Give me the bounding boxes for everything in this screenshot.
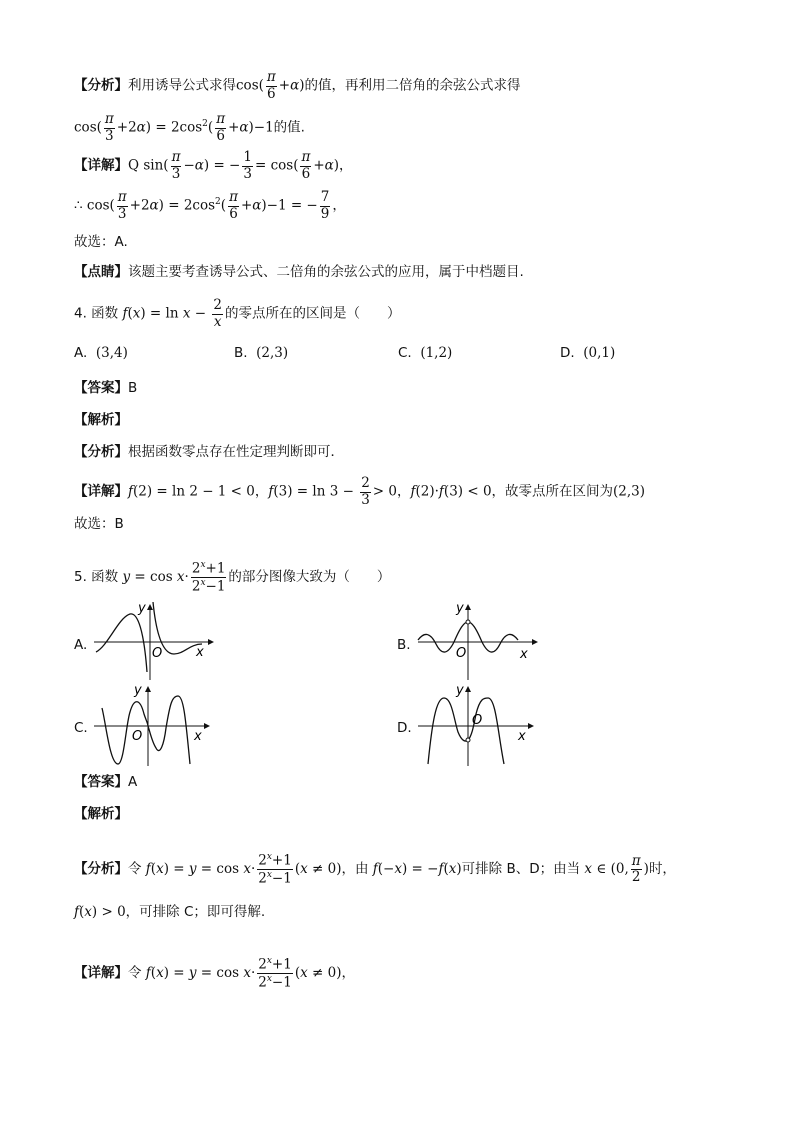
svg-text:x: x: [520, 647, 528, 662]
svg-text:O: O: [132, 729, 143, 744]
y-axis-label: y: [138, 602, 146, 616]
q4-option-a[interactable]: A. (3,4): [74, 345, 128, 361]
q4-option-b[interactable]: B. (2,3): [234, 345, 289, 361]
q5-option-d[interactable]: D.: [397, 720, 412, 736]
graph-c[interactable]: [90, 684, 220, 768]
q4-fenxi: 【分析】根据函数零点存在性定理判断即可．: [74, 444, 344, 460]
q5-fenxi: 【分析】令 f(x) = y = cos x· $\frac{2^x+1}{2^x-1}$ (x ≠ 0)，由 f(−x) = −f(x)可排除 B、D；由当 x ∈ (0, $\frac{\pi}{2}$ )时，: [74, 852, 676, 887]
q4-jiexi: 【解析】: [74, 412, 128, 428]
q5-fenxi-2: f(x) > 0，可排除 C；即可得解.: [74, 904, 266, 920]
graph-a[interactable]: [90, 602, 220, 682]
analysis-line-2: cos( $\frac{\pi}{3}$ $+2\alpha) = 2\cos^2$( $\frac{\pi}{6}$ +α)−1的值.: [74, 111, 305, 144]
q5-jiexi: 【解析】: [74, 806, 128, 822]
choose-a: 故选：A.: [74, 234, 128, 250]
svg-text:x: x: [518, 729, 526, 744]
analysis-tag: 【分析】: [74, 77, 128, 94]
comment-line: 【点睛】该题主要考查诱导公式、二倍角的余弦公式的应用，属于中档题目.: [74, 264, 524, 280]
svg-text:O: O: [456, 646, 467, 661]
svg-text:O: O: [472, 713, 483, 728]
svg-text:y: y: [456, 684, 464, 698]
q5-option-a[interactable]: A.: [74, 637, 88, 653]
svg-text:y: y: [134, 684, 142, 698]
graph-d[interactable]: [414, 684, 544, 768]
q4-answer: 【答案】B: [74, 380, 138, 396]
q4-detail: 【详解】f(2) = ln 2 − 1 < 0，f(3) = ln 3 − $\frac{2}{3}$ > 0，f(2)·f(3) < 0，故零点所在区间为(2,3): [74, 475, 646, 508]
origin-label: O: [152, 646, 163, 661]
graph-b[interactable]: [414, 602, 544, 682]
q5-answer: 【答案】A: [74, 774, 138, 790]
q5-detail: 【详解】令 f(x) = y = cos x· $\frac{2^x+1}{2^x-1}$ (x ≠ 0)，: [74, 956, 355, 991]
x-axis-label: x: [196, 645, 204, 660]
analysis-line-1: 【分析】利用诱导公式求得cos( $\frac{\pi}{6}$ +α)的值，再利用二倍角的余弦公式求得: [74, 69, 521, 102]
detail-line-2: ∴ cos( $\frac{\pi}{3}$ $+2\alpha) = 2\cos^2$( $\frac{\pi}{6}$ +α)−1 = − $\frac{7}{9}$ ，: [74, 189, 346, 222]
q4-option-c[interactable]: C. (1,2): [398, 345, 453, 361]
question-4: 4. 函数 f(x) = ln x − $\frac{2}{x}$ 的零点所在的区间是（ ）: [74, 297, 401, 330]
q4-option-d[interactable]: D. (0,1): [560, 345, 616, 361]
q5-option-c[interactable]: C.: [74, 720, 88, 736]
svg-text:y: y: [456, 602, 464, 616]
q4-choose: 故选：B: [74, 516, 124, 532]
svg-text:x: x: [194, 729, 202, 744]
question-5: 5. 函数 y = cos x· $\frac{2^x+1}{2^x-1}$ 的部分图像大致为（ ）: [74, 560, 391, 595]
detail-line-1: 【详解】Q sin( $\frac{\pi}{3}$ −α) = − $\frac{1}{3}$ = cos( $\frac{\pi}{6}$ +α)，: [74, 149, 353, 182]
q5-option-b[interactable]: B.: [397, 637, 411, 653]
